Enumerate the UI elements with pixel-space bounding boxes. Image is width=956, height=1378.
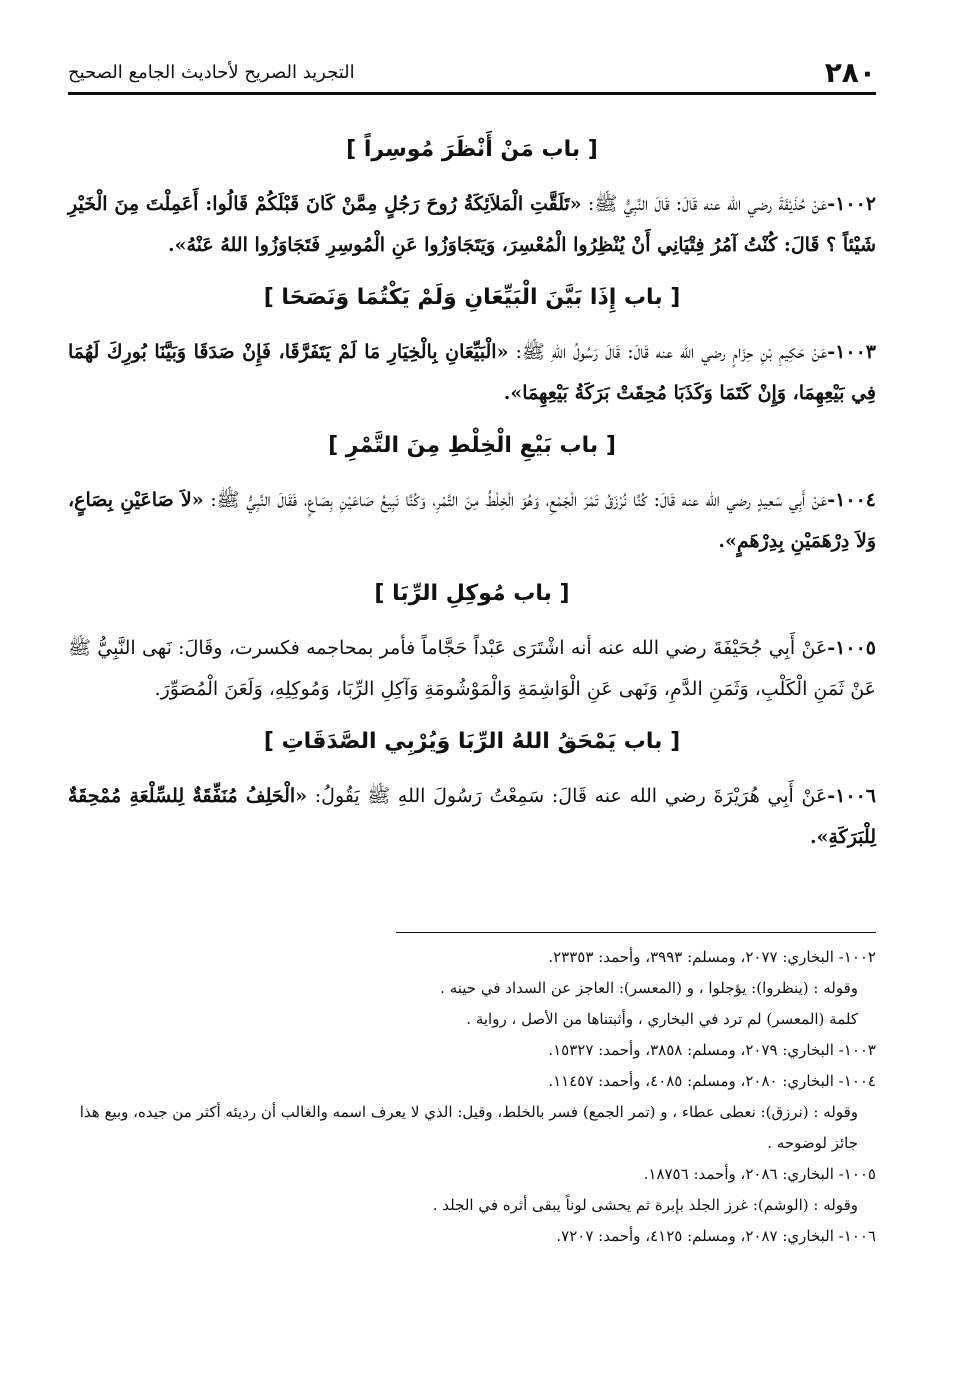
section-1006 (68, 722, 876, 858)
footnote-line: وقوله : (ينظروا): يؤجلوا ، و (المعسر): العاجز عن السداد في حينه . (440, 979, 858, 997)
hadith-intro: عَنْ أَبِي سَعِيدٍ رضي الله عنه قَالَ: كُنَّا نُرْزَقُ تَمْرَ الْجَمْعِ، وَهُوَ الْخِلْطُ مِنَ التَّمْرِ، وَكُنَّا نَبِيعُ صَاعَيْنِ بِصَاعٍ، فَقَالَ النَّبِيُّ ﷺ: (210, 489, 828, 511)
hadith-paragraph (68, 480, 876, 562)
section-1003 (68, 278, 876, 414)
hadith-matn: «لاَ صَاعَيْنِ بِصَاعٍ، وَلاَ دِرْهَمَيْنِ بِدِرْهَمٍ». (68, 489, 876, 552)
hadith-matn: «الْبَيِّعَانِ بِالْخِيَارِ مَا لَمْ يَتَفَرَّقَا، فَإِنْ صَدَقَا وَبَيَّنَا بُورِكَ لَهُمَا فِي بَيْعِهِمَا، وَإِنْ كَتَمَا وَكَذَبَا مُحِقَتْ بَرَكَةُ بَيْعِهِمَا». (68, 341, 876, 404)
hadith-number: ١٠٠٢- (827, 193, 876, 215)
hadith-intro: عَنْ حُذَيْفَةَ رضي الله عنه قَالَ: قَالَ النَّبِيُّ ﷺ: (587, 193, 828, 215)
chapter-title: [ باب بَيْعِ الْخِلْطِ مِنَ التَّمْرِ ] (328, 433, 616, 458)
running-title: التجريد الصريح لأحاديث الجامع الصحيح (68, 61, 355, 83)
hadith-number: ١٠٠٤- (827, 489, 876, 511)
main-text (68, 130, 876, 870)
hadith-matn: «تَلَقَّتِ الْمَلاَئِكَةُ رُوحَ رَجُلٍ مِمَّنْ كَانَ قَبْلَكُمْ قَالُوا: أَعَمِلْتَ مِنَ الْخَيْرِ شَيْئاً ؟ قَالَ: كُنْتُ آمُرُ فِتْيَانِي أَنْ يُنْظِرُوا الْمُعْسِرَ، وَيَتَجَاوَزُوا عَنِ الْمُوسِرِ فَتَجَاوَزُوا اللهُ عَنْهُ». (68, 193, 876, 256)
footnote-line: ١٠٠٢- البخاري: ٢٠٧٧، ومسلم: ٣٩٩٣، وأحمد: ٢٣٣٥٣. (548, 948, 876, 966)
page-number: ٢٨٠ (824, 55, 876, 89)
hadith-paragraph (68, 184, 876, 266)
hadith-number: ١٠٠٦- (827, 785, 876, 807)
hadith-paragraph (68, 628, 876, 710)
header-rule (68, 92, 876, 95)
chapter-title: [ باب إِذَا بَيَّنَ الْبَيِّعَانِ وَلَمْ يَكْتُمَا وَنَصَحَا ] (263, 285, 681, 310)
hadith-paragraph (68, 776, 876, 858)
section-1002 (68, 130, 876, 266)
section-1005 (68, 574, 876, 710)
hadith-intro: عَنْ أَبِي هُرَيْرَةَ رضي الله عنه قَالَ: سَمِعْتُ رَسُولَ اللهِ ﷺ يَقُولُ: (314, 785, 828, 807)
hadith-matn: «الْحَلِفُ مُنَفِّقَةٌ لِلسِّلْعَةِ مُمْحِقَةٌ لِلْبَرَكَةِ». (68, 785, 876, 848)
chapter-title: [ باب يَمْحَقُ اللهُ الرِّبَا وَيُرْبِي الصَّدَقَاتِ ] (263, 729, 681, 754)
footnote-line: ١٠٠٥- البخاري: ٢٠٨٦، وأحمد: ١٨٧٥٦. (643, 1165, 876, 1183)
footnote-line: وقوله : (نرزق): نعطى عطاء ، و (تمر الجمع) فسر بالخلط، وقيل: الذي لا يعرف اسمه والغالب أن رديئه أكثر من جيده، وبيع هذا جائز لوضوحه . (79, 1103, 858, 1152)
hadith-number: ١٠٠٣- (827, 341, 876, 363)
footnote-line: وقوله : (الوشم): غرز الجلد بإبرة ثم يحشى لوناً يبقى أثره في الجلد . (432, 1196, 858, 1214)
footnote-line: ١٠٠٦- البخاري: ٢٠٨٧، ومسلم: ٤١٢٥، وأحمد: ٧٢٠٧. (556, 1227, 876, 1245)
footnote-line: كلمة (المعسر) لم ترد في البخاري ، وأثبتناها من الأصل ، رواية . (466, 1010, 858, 1028)
hadith-intro: عَنْ حَكِيمِ بْنِ حِزَامٍ رضي الله عنه قَالَ: قَالَ رَسُولُ اللهِ ﷺ: (515, 341, 828, 363)
chapter-title: [ باب مُوكِلِ الرِّبَا ] (374, 581, 570, 606)
hadith-number: ١٠٠٥- (827, 637, 876, 659)
footnote-line: ١٠٠٣- البخاري: ٢٠٧٩، ومسلم: ٣٨٥٨، وأحمد: ١٥٣٢٧. (548, 1041, 876, 1059)
section-1004 (68, 426, 876, 562)
hadith-intro: عَنْ أَبِي جُحَيْفَةَ رضي الله عنه أنه اشْتَرَى عَبْداً حَجَّاماً فأمر بمحاجمه فكسرت، وقَالَ: نَهى النَّبِيُّ ﷺ عَنْ ثَمَنِ الْكَلْبِ، وَثَمَنِ الدَّمِ، وَنَهى عَنِ الْوَاشِمَةِ وَالْمَوْشُومَةِ وَآكِلِ الرِّبَا، وَمُوكِلِهِ، وَلَعَنَ الْمُصَوِّرَ. (68, 637, 876, 700)
footnote-line: ١٠٠٤- البخاري: ٢٠٨٠، ومسلم: ٤٠٨٥، وأحمد: ١١٤٥٧. (548, 1072, 876, 1090)
hadith-paragraph (68, 332, 876, 414)
page-header (68, 52, 876, 92)
footnotes-rule (396, 932, 876, 933)
footnotes (68, 942, 876, 1252)
chapter-title: [ باب مَنْ أَنْظَرَ مُوسِراً ] (346, 137, 598, 162)
